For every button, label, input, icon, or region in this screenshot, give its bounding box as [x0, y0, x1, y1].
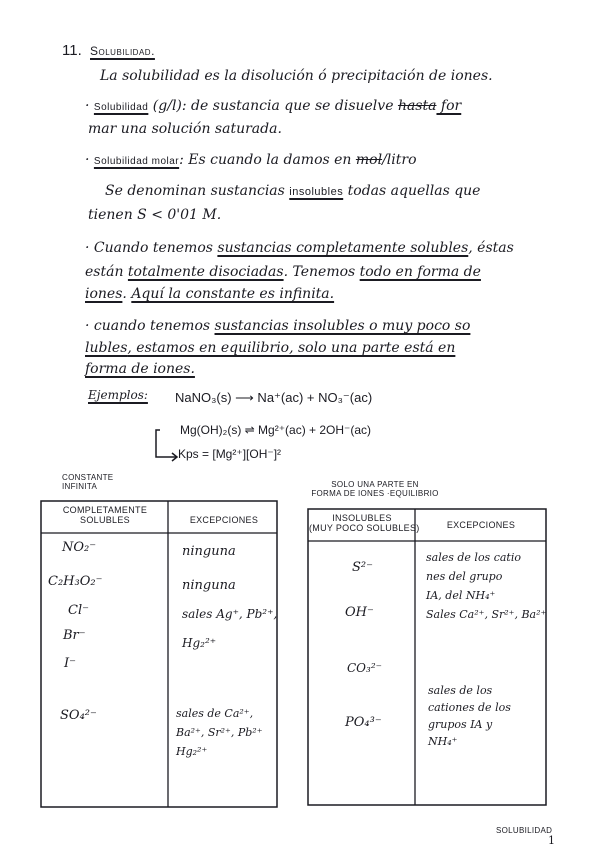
bullet-dot: · [85, 152, 94, 168]
insolubles-text: Se denominan sustancias [105, 183, 290, 199]
underlined-text: lubles [85, 340, 128, 356]
bullet1-line3 [85, 286, 334, 302]
underlined-text: Aquí la constante es infinita. [131, 286, 335, 302]
text: · Cuando tenemos [85, 240, 218, 256]
text: , éstas [468, 240, 514, 256]
text: están [85, 264, 128, 280]
struck-word: hasta [397, 98, 437, 114]
page-title: Solubilidad. [90, 44, 155, 58]
underlined-text: sustancias insolubles o muy poco so [214, 318, 471, 334]
solubilidad-definition [85, 98, 461, 114]
molar-text: : Es cuando la damos en [179, 152, 356, 168]
underlined-text: todo en forma de [359, 264, 481, 280]
left-row-3-exc: sales Ag⁺, Pb²⁺, [182, 607, 278, 621]
page-number: 1 [548, 834, 555, 847]
def-text: : de sustancia que se disuelve [181, 98, 394, 114]
equation-2: Mg(OH)₂(s) ⇌ Mg²⁺(ac) + 2OH⁻(ac) [180, 423, 372, 437]
left-row-5-ion: I⁻ [64, 656, 76, 671]
right-col1-header: INSOLUBLES (MUY POCO SOLUBLES) [309, 513, 420, 533]
def-text-2: for [436, 98, 462, 114]
left-row-1-exc: ninguna [182, 544, 236, 559]
section-number: 11. [62, 42, 82, 59]
left-row-2-exc: ninguna [182, 578, 236, 593]
text: . [122, 286, 132, 302]
bullet1-line1 [85, 240, 514, 256]
footer-label: SOLUBILIDAD [496, 826, 553, 835]
bullet-dot: · [85, 98, 94, 114]
left-row-2-ion: C₂H₃O₂⁻ [48, 574, 103, 589]
molar-text-2: /litro [382, 152, 417, 168]
right-row-1-ion: S²⁻ [352, 560, 373, 575]
units: (g/l) [152, 98, 182, 114]
right-row-3-exc: sales de los cationes de los grupos IA y NH₄⁺ [428, 684, 511, 748]
left-row-3-ion: Cl⁻ [68, 603, 89, 618]
bracket-arrow-icon [150, 425, 182, 465]
underlined-text: iones [85, 286, 123, 302]
molar-definition [85, 152, 417, 168]
bullet2-line3: forma de iones. [85, 361, 195, 377]
examples-label: Ejemplos: [88, 388, 148, 402]
text: . Tenemos [283, 264, 360, 280]
right-row-1-exc: sales de los catio nes del grupo IA, del NH₄⁺ Sales Ca²⁺, Sr²⁺, Ba²⁺ [426, 551, 547, 621]
underlined-text: sustancias completamente solubles [217, 240, 469, 256]
underlined-text: , estamos en equilibrio, solo una parte está en [127, 340, 456, 356]
insolubles-text-2: todas aquellas que [343, 183, 481, 199]
left-row-6-ion: SO₄²⁻ [60, 708, 97, 723]
left-table-caption: CONSTANTE INFINITA [62, 473, 114, 491]
left-col1-header: COMPLETAMENTE SOLUBLES [62, 505, 148, 525]
left-row-4-exc: Hg₂²⁺ [182, 636, 217, 650]
bullet2-line2 [85, 340, 455, 356]
insolubles-keyword: insolubles [289, 186, 344, 198]
right-row-3-ion: CO₃²⁻ [347, 661, 382, 675]
intro-text: La solubilidad es la disolución ó precipitación de iones. [100, 68, 493, 84]
left-row-1-ion: NO₂⁻ [62, 540, 97, 555]
left-col2-header: EXCEPCIONES [189, 515, 259, 525]
right-row-2-ion: OH⁻ [345, 605, 374, 620]
insolubles-definition-line2: tienen S < 0'01 M. [88, 207, 222, 223]
right-col2-header: EXCEPCIONES [446, 520, 516, 530]
solubilidad-label: Solubilidad [93, 102, 149, 113]
solubilidad-definition-line2: mar una solución saturada. [88, 121, 282, 137]
underlined-text: totalmente disociadas [127, 264, 284, 280]
molar-label: Solubilidad molar [93, 156, 180, 167]
bullet1-line2 [85, 264, 481, 280]
struck-word: mol [355, 152, 383, 168]
equation-3: Kps = [Mg²⁺][OH⁻]² [178, 447, 282, 461]
insolubles-definition [105, 183, 480, 199]
right-row-4-ion: PO₄³⁻ [345, 715, 382, 730]
left-row-4-ion: Br⁻ [63, 628, 86, 643]
equation-1: NaNO₃(s) ⟶ Na⁺(ac) + NO₃⁻(ac) [175, 390, 373, 405]
right-table-caption: SOLO UNA PARTE EN FORMA DE IONES ·EQUILIBRIO [311, 480, 439, 498]
left-row-6-exc: sales de Ca²⁺, Ba²⁺, Sr²⁺, Pb²⁺ Hg₂²⁺ [176, 707, 263, 758]
bullet2-line1 [85, 318, 470, 334]
text: · cuando tenemos [85, 318, 215, 334]
